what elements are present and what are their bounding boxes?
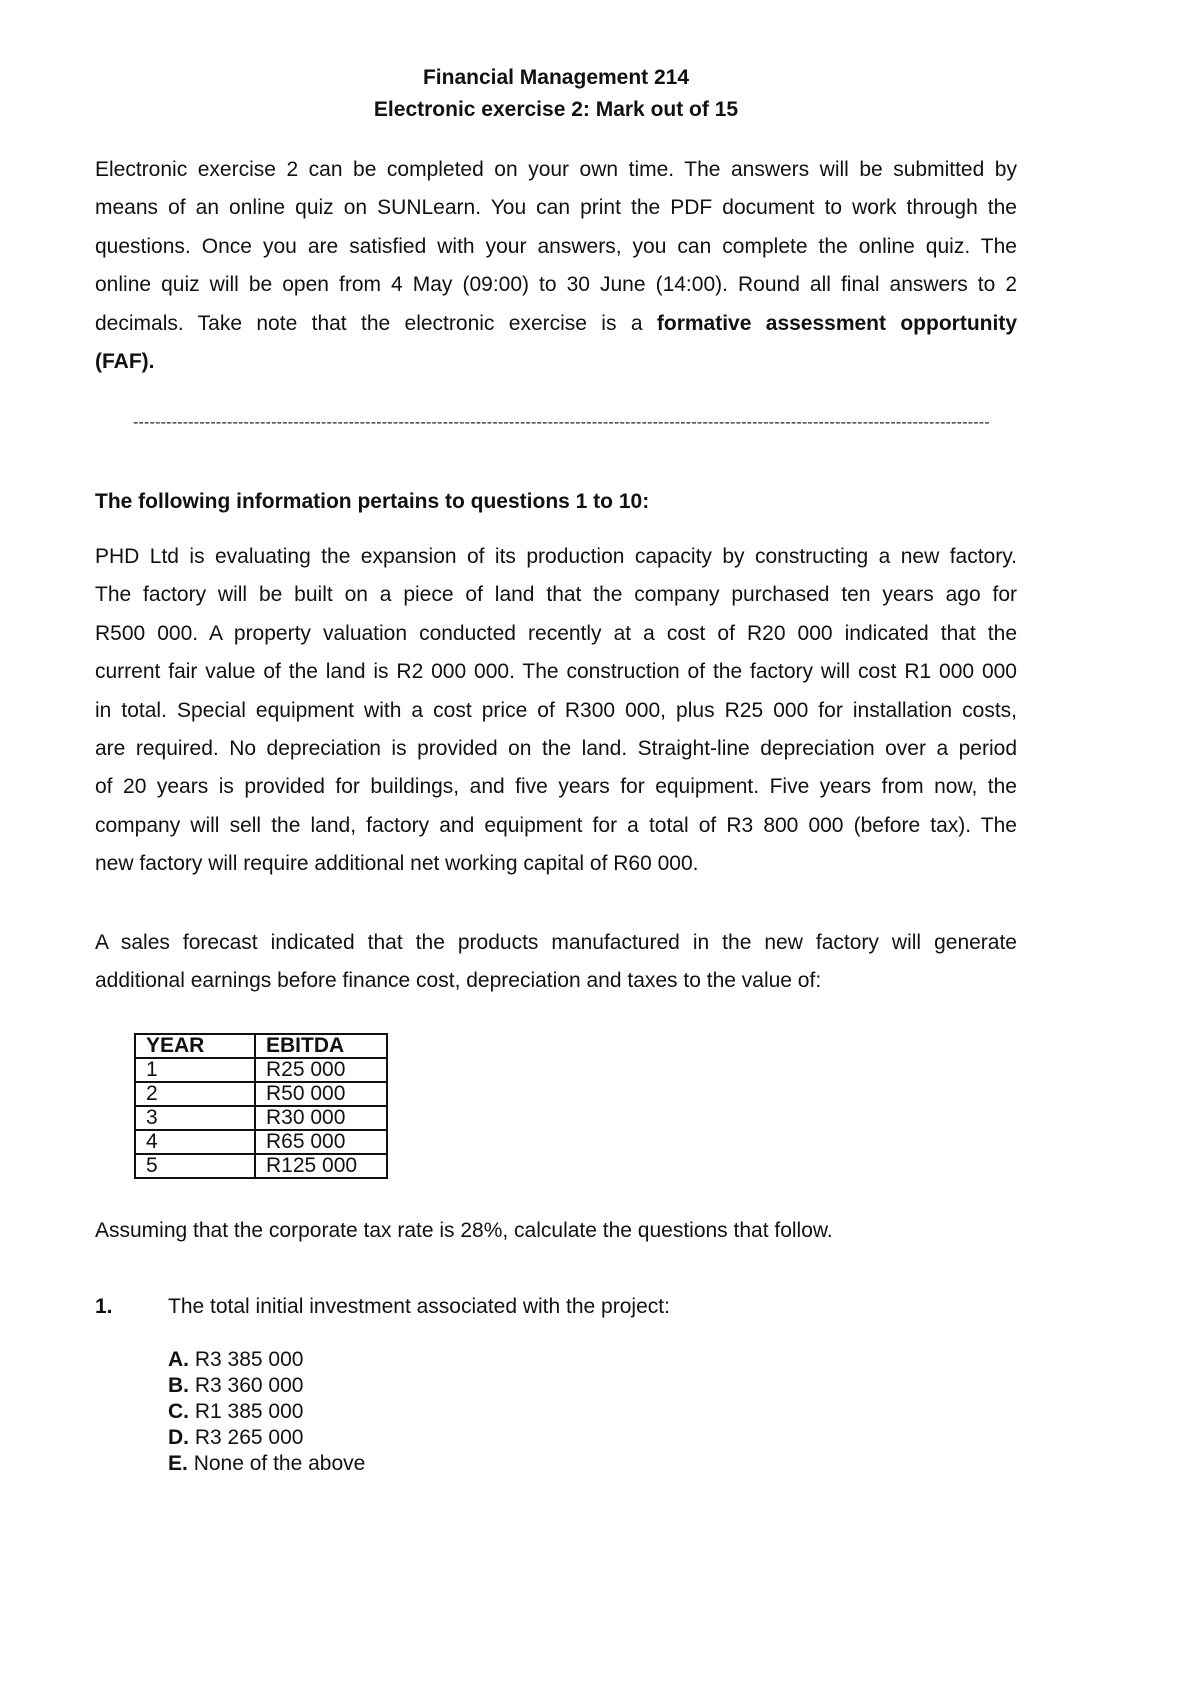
ebitda-cell: R65 000 (255, 1130, 387, 1154)
option-text: R1 385 000 (194, 1400, 304, 1423)
text-line (95, 924, 1017, 962)
option-letter: D. (168, 1426, 189, 1449)
year-cell: 4 (135, 1130, 255, 1154)
bold-text: (FAF). (95, 349, 155, 373)
option-letter: C. (168, 1400, 189, 1423)
text-segment: in total. Special equipment with a cost price of R300 000, plus R25 000 for installation costs, (95, 698, 1017, 722)
text-segment: additional earnings before finance cost, depreciation and taxes to the value of: (95, 969, 822, 993)
ebitda-table (134, 1033, 388, 1179)
text-segment: R500 000. A property valuation conducted recently at a cost of R20 000 indicated that the (95, 621, 1017, 645)
text-line (95, 962, 1017, 1000)
year-cell: 1 (135, 1058, 255, 1082)
text-segment: The factory will be built on a piece of land that the company purchased ten years ago for (95, 583, 1017, 607)
text-segment: are required. No depreciation is provided on the land. Straight-line depreciation over a period (95, 736, 1017, 760)
option-text: R3 385 000 (194, 1348, 304, 1371)
text-line (95, 615, 1017, 653)
ebitda-cell: R25 000 (255, 1058, 387, 1082)
intro-paragraph (95, 151, 1017, 381)
option-letter: A. (168, 1348, 189, 1371)
table-row (135, 1154, 387, 1178)
text-segment: questions. Once you are satisfied with your answers, you can complete the online quiz. The (95, 234, 1017, 258)
text-line (95, 730, 1017, 768)
text-line (95, 151, 1017, 189)
text-line (95, 692, 1017, 730)
divider: ----------------------------------------------------------------------------------------------------------------------------------------------------------- (133, 414, 990, 431)
table-row (135, 1106, 387, 1130)
option-letter: B. (168, 1374, 189, 1397)
text-line (95, 343, 1017, 381)
text-line (95, 305, 1017, 343)
text-segment: Electronic exercise 2 can be completed on your own time. The answers will be submitted by (95, 158, 1017, 181)
text-segment: means of an online quiz on SUNLearn. You can print the PDF document to work through the (95, 196, 1017, 220)
text-line (95, 653, 1017, 691)
text-line (95, 228, 1017, 266)
text-line (95, 807, 1017, 845)
answer-option (168, 1425, 365, 1451)
text-line (95, 266, 1017, 304)
option-letter: E. (168, 1452, 188, 1475)
text-segment: decimals. Take note that the electronic exercise is a (95, 311, 657, 335)
option-text: None of the above (193, 1452, 366, 1475)
section-heading: The following information pertains to questions 1 to 10: (95, 490, 650, 513)
text-segment: new factory will require additional net working capital of R60 000. (95, 852, 699, 876)
table-row (135, 1130, 387, 1154)
assumption-text: Assuming that the corporate tax rate is 28%, calculate the questions that follow. (95, 1219, 833, 1242)
option-text: R3 360 000 (194, 1374, 304, 1397)
ebitda-cell: R30 000 (255, 1106, 387, 1130)
answer-option (168, 1451, 365, 1477)
course-title: Financial Management 214 (422, 66, 690, 89)
bold-text: formative assessment opportunity (656, 311, 1017, 335)
text-line (95, 845, 1017, 883)
exercise-subtitle: Electronic exercise 2: Mark out of 15 (373, 98, 739, 121)
ebitda-cell: R125 000 (255, 1154, 387, 1178)
year-cell: 5 (135, 1154, 255, 1178)
answer-option (168, 1399, 365, 1425)
scenario-paragraph (95, 538, 1017, 884)
text-segment: current fair value of the land is R2 000 000. The construction of the factory will cost R1 000 000 (95, 660, 1017, 684)
table-row (135, 1082, 387, 1106)
text-line (95, 768, 1017, 806)
text-segment: online quiz will be open from 4 May (09:00) to 30 June (14:00). Round all final answers to 2 (95, 273, 1017, 297)
text-line (95, 189, 1017, 227)
table-header-year: YEAR (135, 1034, 255, 1058)
table-header-ebitda: EBITDA (255, 1034, 387, 1058)
answer-option (168, 1373, 365, 1399)
question-number: 1. (95, 1295, 113, 1318)
forecast-paragraph (95, 924, 1017, 1001)
answer-option (168, 1347, 365, 1373)
question-text: The total initial investment associated with the project: (168, 1295, 670, 1318)
table-row (135, 1058, 387, 1082)
text-segment: A sales forecast indicated that the products manufactured in the new factory will generate (95, 931, 1017, 954)
answer-options (168, 1347, 365, 1477)
ebitda-cell: R50 000 (255, 1082, 387, 1106)
text-line (95, 538, 1017, 576)
option-text: R3 265 000 (194, 1426, 304, 1449)
text-segment: PHD Ltd is evaluating the expansion of its production capacity by constructing a new factory. (95, 545, 1017, 568)
text-segment: of 20 years is provided for buildings, and five years for equipment. Five years from now, the (95, 775, 1017, 799)
year-cell: 2 (135, 1082, 255, 1106)
text-line (95, 576, 1017, 614)
year-cell: 3 (135, 1106, 255, 1130)
text-segment: company will sell the land, factory and equipment for a total of R3 800 000 (before tax). The (95, 813, 1017, 837)
